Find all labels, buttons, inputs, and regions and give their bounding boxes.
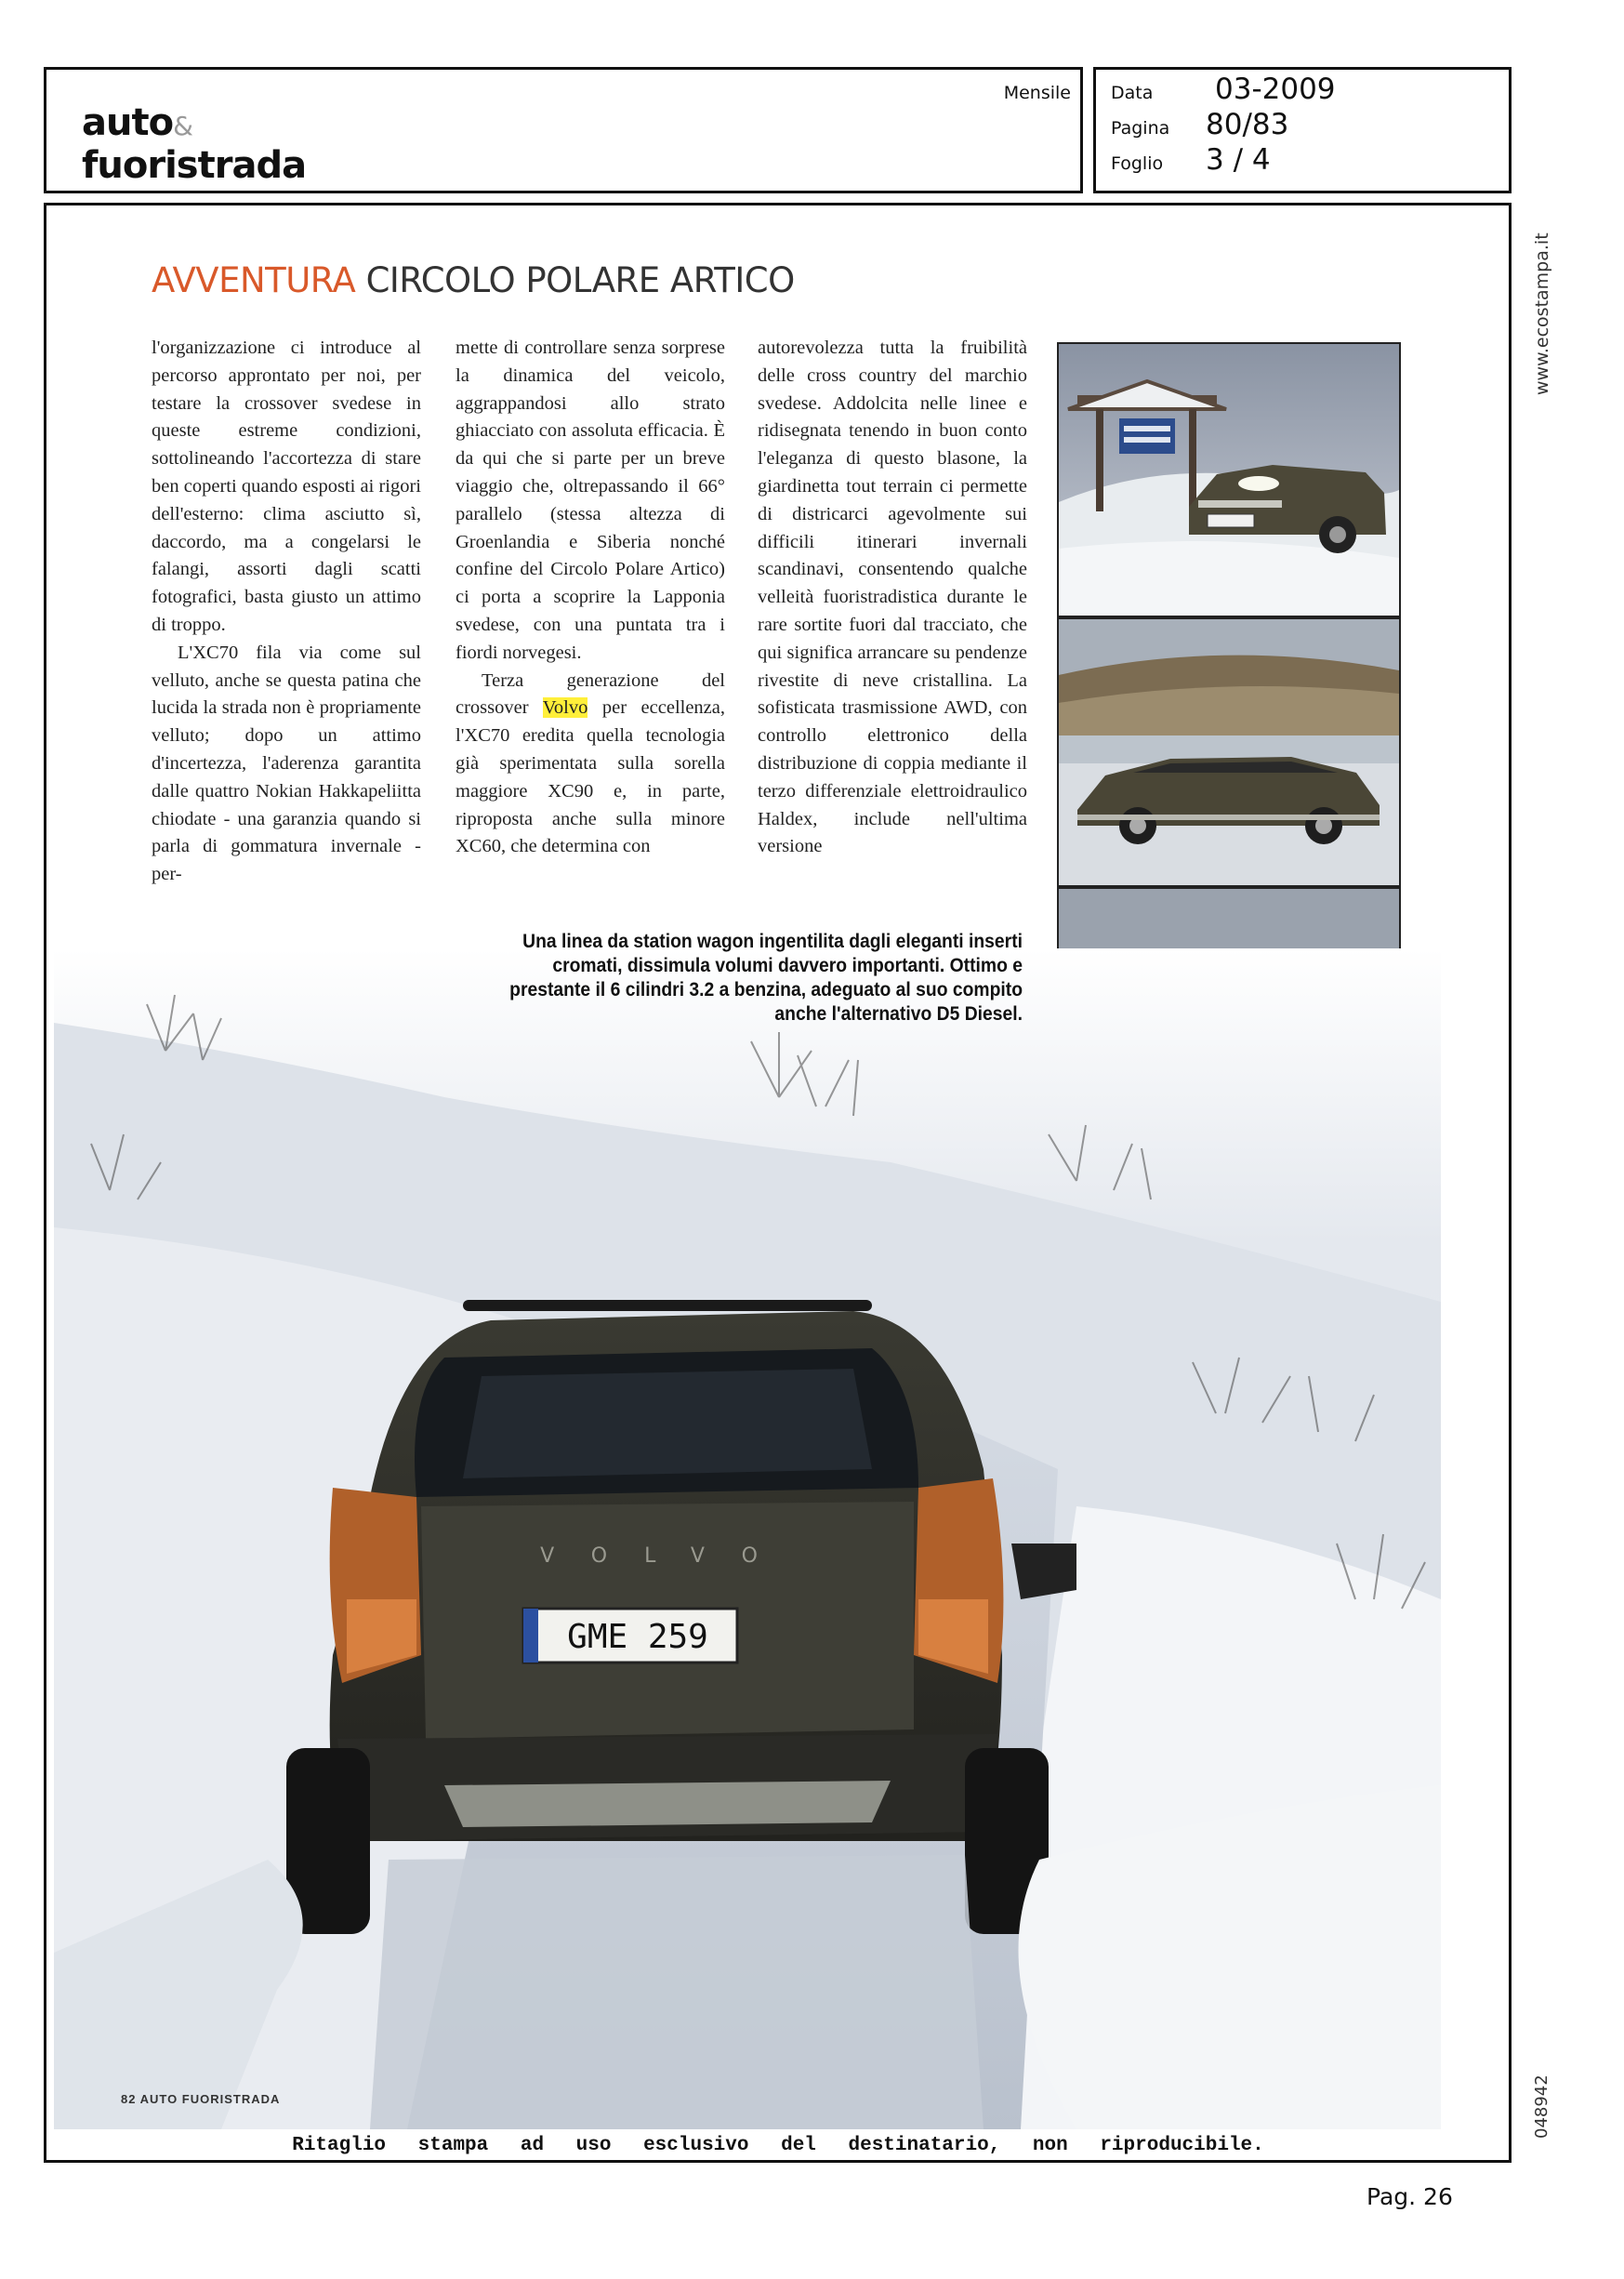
logo-line2: fuoristrada (82, 144, 307, 187)
rear-badge-text: VOLVO (540, 1544, 795, 1568)
meta-label-data: Data (1111, 83, 1154, 103)
section-label: AVVENTURA (152, 260, 356, 300)
meta-label-pagina: Pagina (1111, 118, 1170, 139)
text-run: per eccellenza, l'XC70 eredita quella tecnologia già sperimentata sulla sorella maggiore XC90 e, in parte, riproposta anche sulla minore XC60, che determina con (456, 697, 726, 857)
paragraph: autorevolezza tutta la fruibilità delle cross country del marchio svedese. Addolcita nelle linee e ridisegnata tenendo in buon conto l'eleganza di questo blasone, la giardinetta tout terrain ci permette di districarci agevolmente sui difficili itinerari invernali scandinavi, consentendo qualche velleità fuoristradistica durante le rare sortite fuori dal tracciato, che qui significa arrancare su pendenze rivestite di neve cristallina. La sofisticata trasmissione AWD, con controllo elettronico della distribuzione di coppia mediante il terzo differenziale elettroidraulico Haldex, include nell'ultima versione (758, 338, 1027, 857)
side-url: www.ecostampa.it (1532, 232, 1552, 395)
side-code: 048942 (1532, 2074, 1551, 2139)
header-meta (1093, 67, 1512, 193)
article-heading (152, 260, 795, 300)
paragraph: L'XC70 fila via come sul velluto, anche se questa patina che lucida la strada non è propriamente velluto; dopo un attimo d'incertezza, l'aderenza garantita dalle quattro Nokian Hakkapeliitta chiodate - una garanzia quando si parla di gommatura invernale - per- (152, 642, 421, 885)
text-run: Terza generazione del crossover (456, 669, 725, 719)
meta-label-foglio: Foglio (1111, 153, 1164, 174)
publication-logo (82, 101, 307, 187)
photo-car-side (1057, 617, 1401, 887)
frequency-label: Mensile (1003, 83, 1071, 103)
logo-line1: auto (82, 101, 174, 144)
page-number: Pag. 26 (1367, 2183, 1453, 2210)
article-column-1 (152, 335, 421, 889)
paragraph (456, 668, 725, 862)
header-masthead (44, 67, 1083, 193)
meta-value-data: 03-2009 (1215, 73, 1336, 106)
meta-value-foglio: 3 / 4 (1206, 143, 1271, 177)
main-photo-car-in-snow (54, 948, 1441, 2129)
article-title: CIRCOLO POLARE ARTICO (365, 260, 795, 300)
article-column-3 (758, 335, 1027, 861)
photo-caption: Una linea da station wagon ingentilita dagli eleganti inserti cromati, dissimula volumi davvero importanti. Ottimo e prestante il 6 cilindri 3.2 a benzina, adeguato al suo compito anche l'alternativo D5 Diesel. (509, 931, 1023, 1025)
photo-car-signpost (1057, 342, 1401, 617)
logo-ampersand: & (173, 111, 193, 141)
page-footer-label: 82 AUTO FUORISTRADA (121, 2092, 281, 2106)
paragraph: l'organizzazione ci introduce al percorso approntato per noi, per testare la crossover svedese in queste estreme condizioni, sottolineando l'accortezza di stare ben coperti quando esposti ai rigori dell'esterno: clima asciutto sì, daccordo, ma a congelarsi le falangi, assorti dagli scatti fotografici, basta giusto un attimo di troppo. (152, 338, 421, 635)
highlighted-word: Volvo (542, 697, 588, 719)
clipping-notice: Ritaglio stampa ad uso esclusivo del destinatario, non riproducibile. (292, 2135, 1264, 2156)
article-column-2 (456, 335, 725, 861)
paragraph: mette di controllare senza sorprese la dinamica del veicolo, aggrappandosi allo strato ghiacciato con assoluta efficacia. È da qui che si parte per un breve viaggio che, oltrepassando il 66° parallelo (stessa altezza di Groenlandia e Siberia nonché confine del Circolo Polare Artico) ci porta a scoprire la Lapponia svedese, con una puntata tra i fiordi norvegesi. (456, 338, 725, 663)
license-plate-text: GME 259 (567, 1618, 708, 1656)
meta-value-pagina: 80/83 (1206, 108, 1289, 141)
